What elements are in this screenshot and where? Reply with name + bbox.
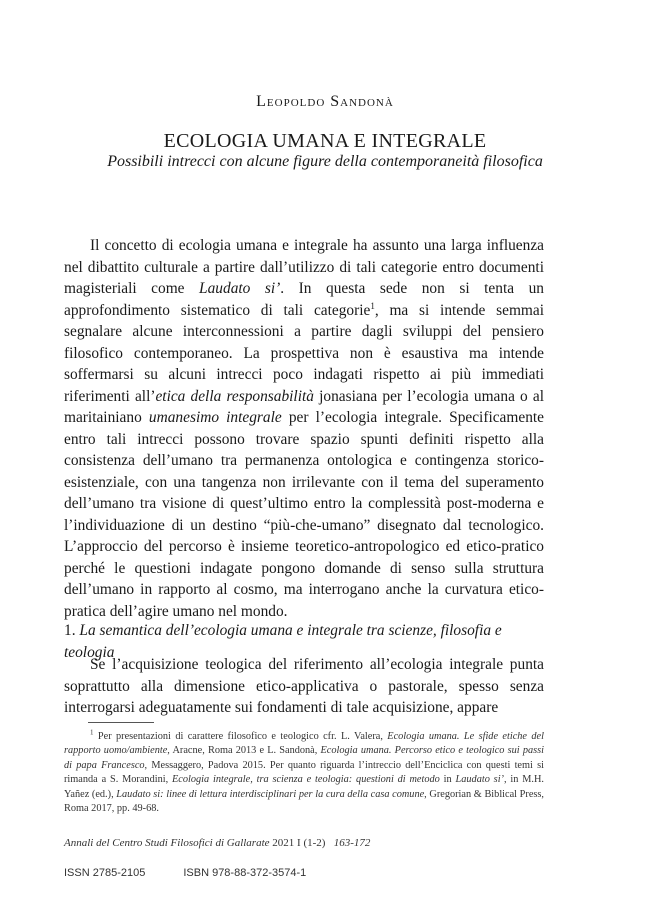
intro-text: , ma si intende semmai segnalare alcune interconnessioni a partire dagli sviluppi del pensiero filosofico contemporaneo. La prospettiva non è esaustiva ma intende soffermarsi su alcuni intrecci poco indagati rispetto ai più immediati riferimenti all’ (64, 301, 545, 405)
intro-text: . In questa sede non si tenta un approfondimento sistematico di tali categorie (64, 280, 544, 319)
intro-text: per l’ecologia integrale. Specificamente entro tali intrecci possono trovare spazio spunti definiti rispetto alla consistenza dell’umano tra permanenza ontologica e contingenza storico-esistenziale, con una tangenza non irrilevante con il tema del superamento dell’umano tra visione di quest’ultimo entro la complessità post-moderna e l’individuazione di un destino “più-che-umano” disegnato dal tecnologico. L’approccio del percorso è insieme teoretico-antropologico ed etico-pratico perché le questioni indagate pongono domande di senso sulla struttura dell’umano in rapporto al cosmo, ma interrogano anche la curvatura etico-pratica dell’agire umano nel mondo. (64, 409, 544, 620)
intro-emphasis: umanesimo integrale (148, 409, 282, 426)
section-number: 1. (64, 622, 76, 639)
journal-year-issue: 2021 I (1-2) (272, 837, 326, 849)
footnote-citation: Ecologia integrale, tra scienza e teologia: questioni di metodo (172, 774, 440, 786)
footnote-text: , in M.H. Yañez (ed.), (64, 774, 544, 800)
footnote-text: in (439, 774, 456, 786)
footnote-text: , Aracne, Roma 2013 e L. Sandonà, (167, 745, 321, 757)
footnote-citation: Ecologia umana. Le sfide etiche del rapporto uomo/ambiente (64, 731, 544, 757)
intro-emphasis: Laudato si’ (199, 280, 281, 297)
footnote-number: 1 (90, 728, 94, 737)
footnote-text: , Gregorian & Biblical Press, Roma 2017, pp. 49-68. (64, 788, 545, 815)
article-title: ECOLOGIA UMANA E INTEGRALE (163, 130, 487, 152)
intro-text: jonasiana per l’ecologia umana o al maritainiano (64, 387, 544, 426)
footnote-citation: Laudato si: linee di lettura interdisciplinari per la cura della casa comune (116, 788, 425, 800)
journal-pages: 163-172 (333, 837, 371, 849)
footnote-citation: Ecologia umana. Percorso etico e teologico sui passi di papa Francesco (64, 745, 544, 771)
journal-name: Annali del Centro Studi Filosofici di Gallarate (64, 837, 270, 849)
footnote-text: Per presentazioni di carattere filosofico e teologico cfr. L. Valera, (93, 731, 388, 742)
footnote-citation: Laudato si’ (455, 774, 504, 786)
footnote-divider (88, 722, 154, 723)
issn: ISSN 2785-2105 (64, 867, 146, 879)
section-title: La semantica dell’ecologia umana e integrale tra scienze, filosofia e teologia (64, 622, 502, 661)
footnote (64, 730, 544, 816)
footnote-text: , Messaggero, Padova 2015. Per quanto riguarda l’intreccio dell’Enciclica con questi temi si rimanda a S. Morandini, (64, 759, 544, 786)
isbn: ISBN 978-88-372-3574-1 (183, 867, 307, 879)
author-name: Leopoldo Sandonà (256, 93, 394, 110)
section-paragraph: Se l’acquisizione teologica del riferimento all’ecologia integrale punta soprattutto alla dimensione etico-applicativa o pastorale, spesso senza interrogarsi adeguatamente sui fondamenti di tale acquisizione, appare (64, 656, 544, 716)
journal-citation (64, 837, 370, 849)
intro-paragraph (64, 235, 544, 622)
article-subtitle: Possibili intrecci con alcune figure della contemporaneità filosofica (107, 153, 543, 170)
intro-text: Il concetto di ecologia umana e integrale ha assunto una larga influenza nel dibattito culturale a partire dall’utilizzo di tali categorie entro documenti magisteriali come (64, 237, 544, 297)
intro-emphasis: etica della responsabilità (155, 387, 314, 405)
footnote-reference[interactable]: 1 (370, 300, 375, 311)
identifiers-line (64, 867, 306, 879)
